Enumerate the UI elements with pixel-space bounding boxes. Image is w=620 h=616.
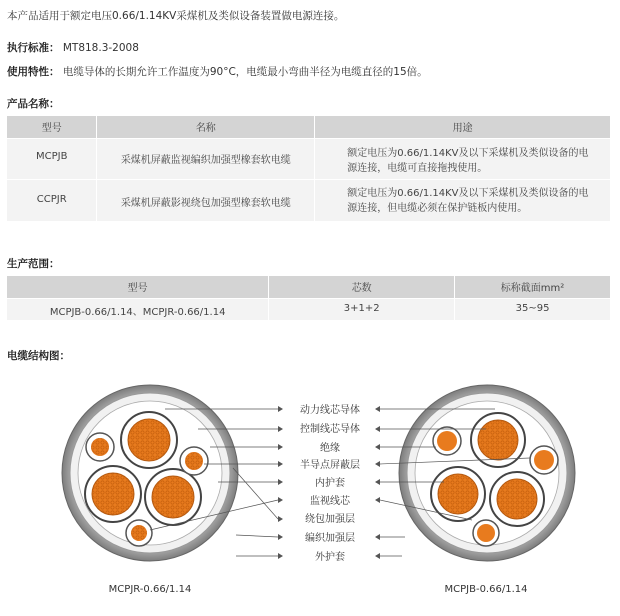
cable-right [399, 385, 575, 561]
row-use-line: 源连接，电缆可直接拖拽使用。 [347, 162, 488, 174]
label-control-conductor: 控制线芯导体 [300, 424, 360, 435]
label-inner-sheath: 内护套 [315, 478, 345, 489]
monitoring-core [131, 525, 147, 541]
standard-value: MT818.3-2008 [62, 42, 139, 54]
cable-left [62, 385, 238, 561]
power-core [478, 420, 518, 460]
label-semiconductive-shield: 半导点屏蔽层 [300, 460, 360, 471]
power-core [128, 419, 170, 461]
range-section: 35~95 [455, 298, 611, 320]
label-insulation: 绝缘 [320, 443, 340, 454]
range-model: MCPJB-0.66/1.14、MCPJR-0.66/1.14 [7, 298, 269, 320]
range-header-model: 型号 [7, 276, 269, 298]
range-header-cores: 芯数 [269, 276, 455, 298]
label-power-conductor: 动力线芯导体 [300, 405, 360, 416]
control-core [185, 452, 203, 470]
label-braided-reinforcement: 编织加强层 [305, 533, 355, 544]
row-use-line: 额定电压为0.66/1.14KV及以下采煤机及类似设备的电 [347, 187, 589, 199]
control-core [437, 431, 457, 451]
power-core [92, 473, 134, 515]
range-title: 生产范围： [7, 258, 60, 270]
monitoring-core [477, 524, 495, 542]
row-model: CCPJR [7, 179, 97, 221]
range-header-section: 标称截面mm² [455, 276, 611, 298]
label-monitoring-core: 监视线芯 [310, 496, 350, 507]
features-label: 使用特性： [7, 66, 60, 78]
power-core [152, 476, 194, 518]
caption-left: MCPJR-0.66/1.14 [108, 584, 192, 595]
structure-title: 电缆结构图： [7, 350, 70, 362]
label-wrapped-reinforcement: 绕包加强层 [305, 514, 355, 525]
power-core [438, 474, 478, 514]
label-outer-sheath: 外护套 [315, 552, 345, 563]
header-name: 名称 [97, 116, 315, 138]
features-value: 电缆导体的长期允许工作温度为90°C，电缆最小弯曲半径为电缆直径的15倍。 [62, 66, 428, 78]
row-name: 采煤机屏蔽影视绕包加强型橡套软电缆 [97, 179, 315, 221]
product-title: 产品名称： [7, 98, 60, 110]
row-use-line: 源连接，但电缆必须在保护链板内使用。 [347, 202, 528, 214]
caption-right: MCPJB-0.66/1.14 [444, 584, 528, 595]
control-core [534, 450, 554, 470]
header-model: 型号 [7, 116, 97, 138]
header-use: 用途 [315, 116, 611, 138]
range-cores: 3+1+2 [269, 298, 455, 320]
row-use-line: 额定电压为0.66/1.14KV及以下采煤机及类似设备的电 [347, 147, 589, 159]
standard-label: 执行标准： [7, 42, 60, 54]
control-core [91, 438, 109, 456]
structure-labels [300, 403, 360, 563]
row-model: MCPJB [7, 138, 97, 179]
row-name: 采煤机屏蔽监视编织加强型橡套软电缆 [97, 138, 315, 179]
intro-text: 本产品适用于额定电压0.66/1.14KV采煤机及类似设备装置做电源连接。 [7, 10, 345, 22]
power-core [497, 479, 537, 519]
